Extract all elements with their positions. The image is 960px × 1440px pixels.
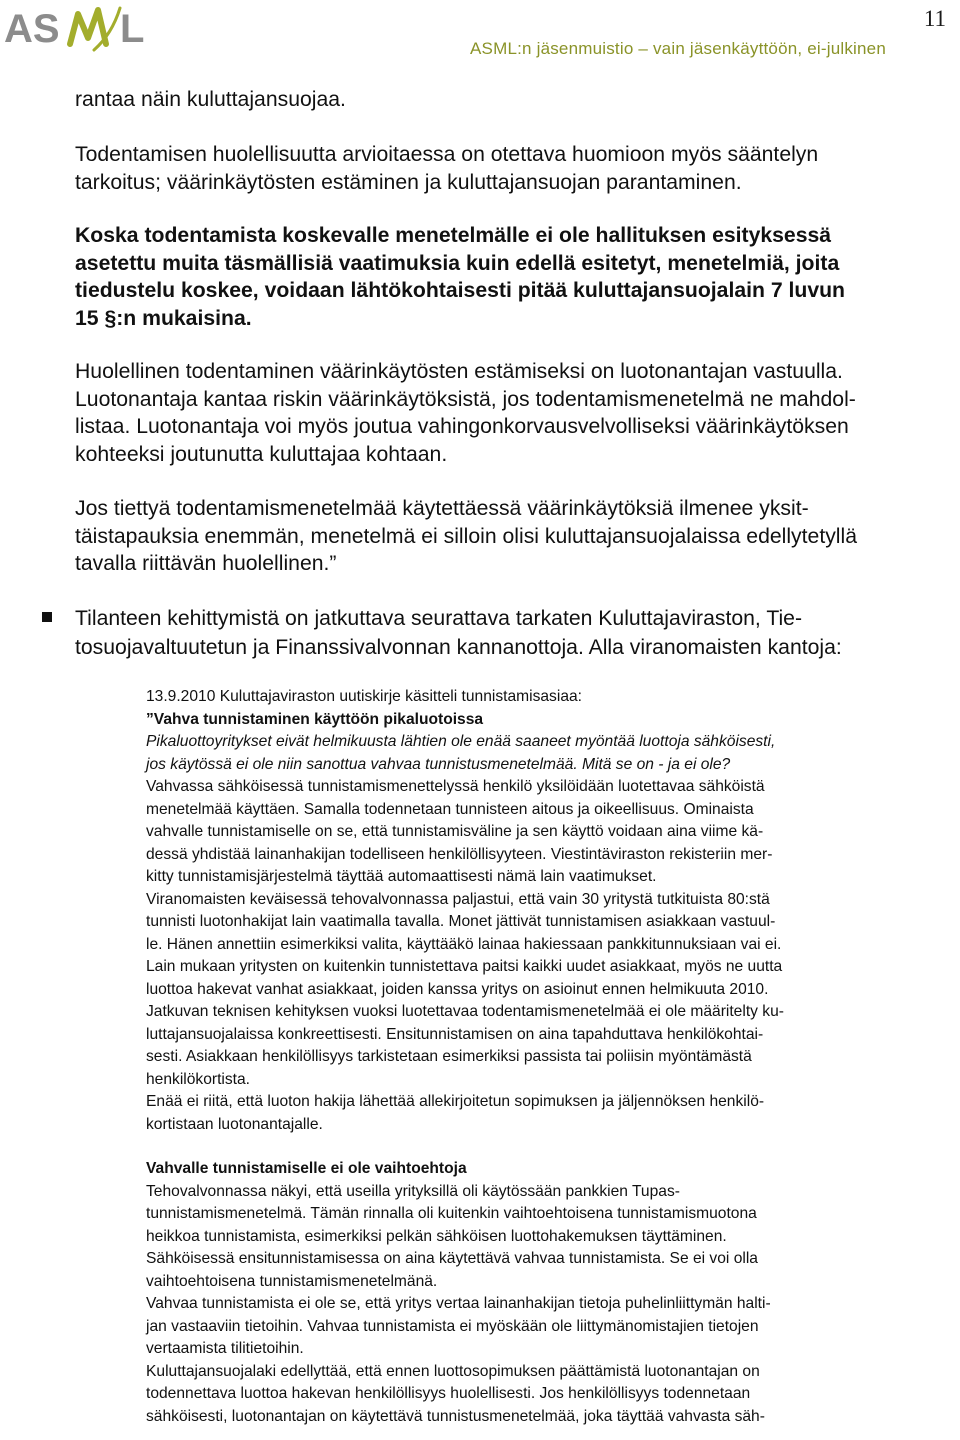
quote-line: Jatkuvan teknisen kehityksen vuoksi luotettavaa todentamismenetelmää ei ole määritelty ku-	[146, 1003, 784, 1020]
quote-intro: 13.9.2010 Kuluttajaviraston uutiskirje käsitteli tunnistamisasiaa:	[146, 688, 582, 705]
logo-m-stroke	[70, 10, 106, 44]
quote-line: Kuluttajansuojalaki edellyttää, että ennen luottosopimuksen päättämistä luotonantajan on	[146, 1362, 760, 1380]
text-line: tiedustelu koskee, voidaan lähtökohtaisesti pitää kuluttajansuojalain 7 luvun	[75, 279, 846, 302]
text-line: Tilanteen kehittymistä on jatkuttava seurattava tarkaten Kuluttajaviraston, Tie-	[75, 607, 803, 630]
quote-line: Viranomaisten keväisessä tehovalvonnassa paljastui, että vain 30 yritystä tutkituista 80:stä	[146, 890, 770, 908]
text-line: listaa. Luotonantaja voi myös joutua vahingonkorvausvelvolliseksi väärinkäytöksen	[75, 415, 849, 438]
quote-line: menetelmää käyttäen. Samalla todennetaan tunnisteen aitous ja oikeellisuus. Ominaista	[146, 800, 754, 818]
text-line: rantaa näin kuluttajansuojaa.	[75, 88, 346, 111]
text-line: tosuojavaltuutetun ja Finanssivalvonnan kannanottoja. Alla viranomaisten kantoja:	[75, 636, 842, 659]
page-number: 11	[923, 6, 946, 31]
quote-line: kortistaan luotonantajalle.	[146, 1115, 323, 1133]
square-bullet-icon	[42, 612, 52, 622]
text-line: kohteeksi joutunutta kuluttajaa kohtaan.	[75, 442, 448, 466]
quote-line: sähköisesti, luotonantajan on käytettävä tunnistusmenetelmää, joka täyttää vahvasta säh-	[146, 1407, 765, 1425]
quote-line: Lain mukaan yritysten on kuitenkin tunnistettava paitsi kaikki uudet asiakkaat, myös ne uutta	[146, 958, 783, 975]
quote-line: vaihtoehtoisena tunnistamismenetelmänä.	[146, 1272, 438, 1290]
text-line: tavalla riittävän huolellinen.”	[75, 552, 337, 575]
text-line: Luotonantaja kantaa riskin väärinkäytöksistä, jos todentamismenetelmä ne mahdol-	[75, 387, 856, 411]
paragraph-5	[75, 495, 945, 578]
quote-line: vertaamista tilitietoihin.	[146, 1340, 304, 1357]
quote-line: le. Hänen annettiin esimerkiksi valita, käyttääkö lainaa hakiessaan pankkitunnuksiaan vai ei.	[146, 935, 782, 953]
text-line: 15 §:n mukaisina.	[75, 306, 252, 330]
asml-logo	[2, 4, 158, 56]
quote-line: tunnisti luotonhakijat lain vaatimalla tavalla. Monet jättivät tunnistamisen asiakkaan vastuul-	[146, 913, 776, 930]
paragraph-gap	[146, 1136, 946, 1158]
paragraph-1	[75, 86, 945, 114]
quote-line: Vahvassa sähköisessä tunnistamismenettelyssä henkilö yksilöidään luotettavaa sähköistä	[146, 778, 765, 795]
quote-line: dessä yhdistää lainanhakijan todelliseen henkilöllisyyteen. Viestintäviraston rekisteriin mer-	[146, 845, 773, 863]
quote-line: henkilökortista.	[146, 1070, 251, 1088]
logo-text-gray: AS	[4, 7, 60, 51]
quote-line: Sähköisessä ensitunnistamisessa on aina käytettävä vahvaa tunnistamista. Se ei voi olla	[146, 1250, 758, 1267]
quote-heading-2: Vahvalle tunnistamiselle ei ole vaihtoehtoja	[146, 1160, 467, 1177]
quote-line: sesti. Asiakkaan henkilöllisyys tarkistetaan esimerkiksi passista tai poliisin myöntämästä	[146, 1048, 752, 1065]
text-line: Koska todentamista koskevalle menetelmälle ei ole hallituksen esityksessä	[75, 224, 832, 247]
quote-line: heikkoa tunnistamista, esimerkiksi pelkän sähköisen luottohakemuksen täyttäminen.	[146, 1227, 727, 1245]
paragraph-3-bold	[75, 222, 945, 332]
confidentiality-note: ASML:n jäsenmuistio – vain jäsenkäyttöön, ei-julkinen	[470, 39, 886, 58]
text-line: Todentamisen huolellisuutta arvioitaessa on otettava huomioon myös sääntelyn	[75, 143, 819, 166]
quote-line: luttajansuojalaissa konkreettisesti. Ensitunnistamisen on aina tapahduttava henkilökohtai-	[146, 1025, 764, 1043]
quote-line: Tehovalvonnassa näkyi, että useilla yrityksillä oli käytössään pankkien Tupas-	[146, 1182, 680, 1200]
quote-line: luottoa hakevat vanhat asiakkaat, joiden kanssa yritys on asioinut ennen helmikuuta 2010.	[146, 980, 769, 998]
text-line: tarkoitus; väärinkäytösten estäminen ja kuluttajansuojan parantaminen.	[75, 170, 742, 194]
quote-heading-1: ”Vahva tunnistaminen käyttöön pikaluotoissa	[146, 710, 484, 728]
quote-line: kitty tunnistamisjärjestelmä täyttää automaattisesti nämä lain vaatimukset.	[146, 868, 657, 885]
quote-line: vahvalle tunnistamiselle on se, että tunnistamisväline ja sen käyttö voidaan aina viime kä-	[146, 823, 764, 840]
bullet-item	[75, 604, 842, 662]
paragraph-4	[75, 358, 945, 468]
text-line: asetettu muita täsmällisiä vaatimuksia kuin edellä esitetyt, menetelmiä, joita	[75, 251, 840, 275]
quote-italic-line: Pikaluottoyritykset eivät helmikuusta lähtien ole enää saaneet myöntää luottoja sähköisesti,	[146, 733, 776, 750]
quote-italic-line: jos käytössä ei ole niin sanottua vahvaa tunnistusmenetelmää. Mitä se on - ja ei ole?	[146, 755, 731, 773]
quote-line: Vahvaa tunnistamista ei ole se, että yritys vertaa lainanhakijan tietoja puhelinliittymän halti-	[146, 1295, 771, 1312]
quote-line: Enää ei riitä, että luoton hakija lähettää allekirjoitetun sopimuksen ja jäljennöksen henkilö-	[146, 1093, 765, 1110]
text-line: Huolellinen todentaminen väärinkäytösten estämiseksi on luotonantajan vastuulla.	[75, 360, 843, 383]
text-line: Jos tiettyä todentamismenetelmää käytettäessä väärinkäytöksiä ilmenee yksit-	[75, 497, 809, 520]
text-line: täistapauksia enemmän, menetelmä ei silloin olisi kuluttajansuojalaissa edellytetyllä	[75, 524, 857, 548]
quoted-newsletter	[146, 686, 946, 1428]
quote-line: todennettava luottoa hakevan henkilöllisyys huolellisesti. Jos henkilöllisyys todennetaan	[146, 1385, 751, 1402]
logo-text-l: L	[120, 7, 145, 51]
quote-line: tunnistamismenetelmä. Tämän rinnalla oli kuitenkin vaihtoehtoisena tunnistamismuotona	[146, 1205, 757, 1222]
quote-line: jan vastaaviin tietoihin. Vahvaa tunnistamista ei myöskään ole liittymänomistajien tietojen	[146, 1317, 759, 1335]
paragraph-2	[75, 141, 945, 196]
